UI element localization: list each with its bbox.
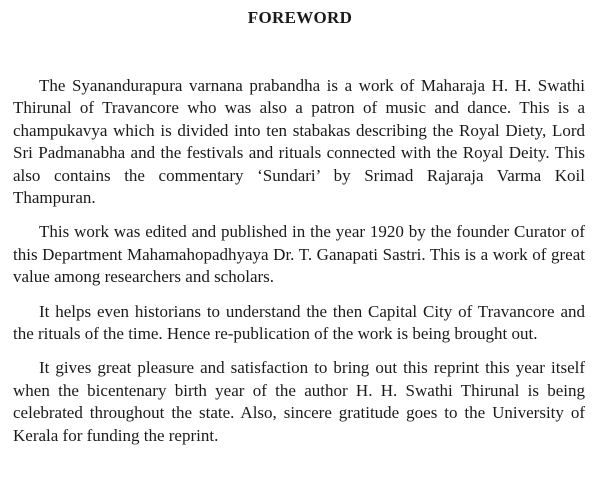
paragraph-2: This work was edited and published in the year 1920 by the founder Curator of this Department Mahamahopadhyaya Dr. T. Ganapati Sastri. This is a work of great value among researchers and scholars. (13, 222, 585, 287)
paragraph-1: The Syanandurapura varnana prabandha is a work of Maharaja H. H. Swathi Thirunal of Travancore who was also a patron of music and dance. This is a champukavya which is divided into ten stabakas describing the Royal Diety, Lord Sri Padmanabha and the festivals and rituals connected with the Royal Deity. This also contains the commentary ‘Sundari’ by Srimad Rajaraja Varma Koil Thampuran. (13, 76, 585, 208)
paragraph-4: It gives great pleasure and satisfaction to bring out this reprint this year itself when the bicentenary birth year of the author H. H. Swathi Thirunal is being celebrated throughout the state. Also, sincere gratitude goes to the University of Kerala for funding the reprint. (13, 358, 585, 445)
paragraph-3: It helps even historians to understand the then Capital City of Travancore and the rituals of the time. Hence re-publication of the work is being brought out. (13, 301, 585, 344)
foreword-body (13, 75, 585, 459)
page-title: FOREWORD (247, 8, 353, 27)
